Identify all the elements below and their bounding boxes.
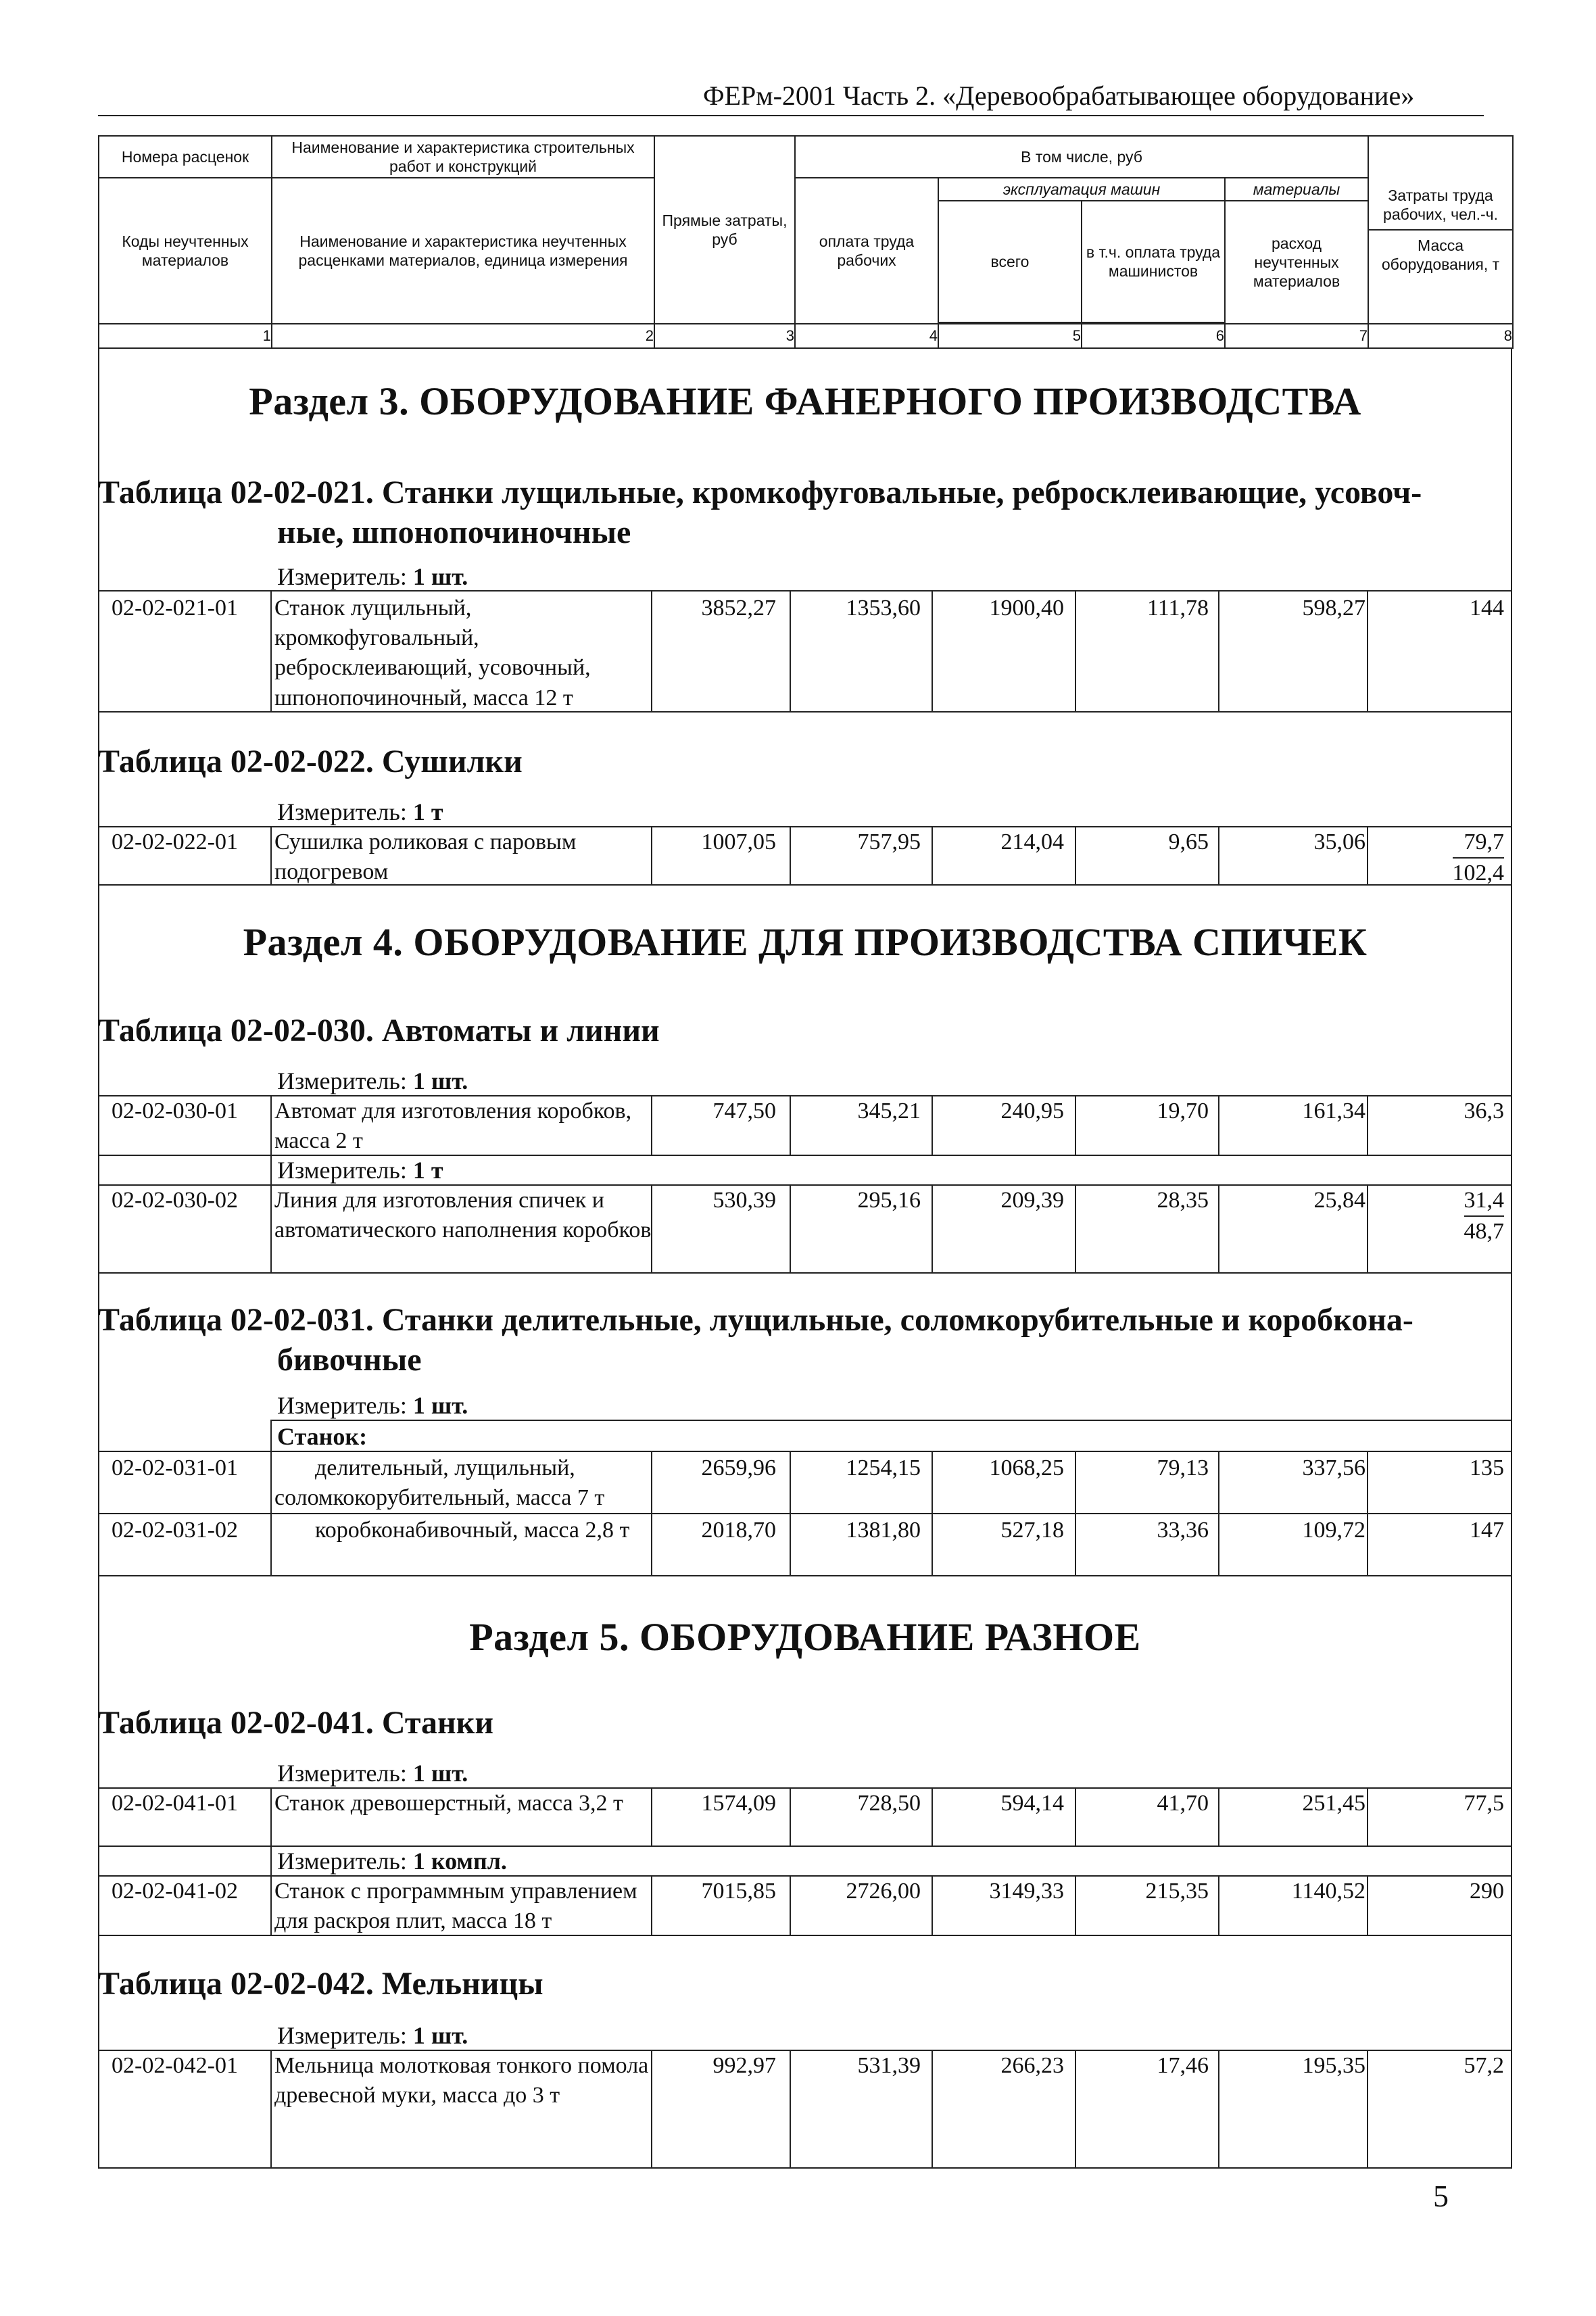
row-rule	[98, 1575, 1512, 1576]
rate-code: 02-02-022-01	[112, 829, 238, 854]
col-rule	[1075, 1184, 1076, 1272]
section-title: Раздел 5. ОБОРУДОВАНИЕ РАЗНОЕ	[469, 1615, 1141, 1659]
row-rule	[98, 1272, 1512, 1274]
col-rule	[270, 1095, 272, 1272]
labor-hours: 147	[1470, 1518, 1504, 1543]
page-number: 5	[1433, 2179, 1449, 2213]
col-rule	[1075, 1787, 1076, 1845]
col-number: 1	[99, 324, 272, 348]
col5-header: всего	[938, 201, 1082, 322]
rate-code: 02-02-031-02	[112, 1518, 238, 1543]
rate-code: 02-02-021-01	[112, 596, 238, 621]
measure-label: Измеритель:	[277, 1157, 407, 1184]
machine-cost: 1068,25	[989, 1455, 1064, 1480]
labor-hours: 290	[1470, 1879, 1504, 1904]
table-title-line2: ные, шпонопочиночные	[277, 514, 631, 550]
labor-hours-mass	[1379, 1186, 1504, 1247]
machine-cost: 527,18	[1000, 1518, 1064, 1543]
rate-code: 02-02-041-01	[112, 1791, 238, 1816]
rate-description: коробконабивочный, масса 2,8 т	[315, 1518, 630, 1543]
labor-hours: 79,7	[1453, 827, 1505, 859]
col2-header-bottom: Наименование и характеристика неучтенных расценками материалов, единица измерения	[272, 178, 654, 324]
measure-label: Измеритель:	[277, 1848, 407, 1875]
labor-cost: 757,95	[857, 829, 921, 854]
machine-cost: 1900,40	[989, 596, 1064, 621]
col-rule	[270, 2050, 272, 2167]
operator-cost: 111,78	[1147, 596, 1209, 621]
rate-code: 02-02-042-01	[112, 2053, 238, 2078]
col-rule	[1075, 826, 1076, 884]
col-number: 3	[654, 324, 795, 348]
col-rule	[1075, 2050, 1076, 2167]
rate-code: 02-02-030-02	[112, 1188, 238, 1213]
col-rule	[1218, 826, 1219, 884]
labor-hours: 144	[1470, 596, 1504, 621]
col-rule	[932, 1451, 933, 1575]
labor-hours: 36,3	[1464, 1099, 1504, 1124]
table-title-line1: Таблица 02-02-031. Станки делительные, лущильные, соломкорубительные и коробкона-	[98, 1302, 1413, 1338]
running-title: ФЕРм-2001 Часть 2. «Деревообрабатывающее оборудование»	[703, 80, 1415, 111]
col-number: 7	[1225, 324, 1368, 348]
measure-value: 1 шт.	[412, 1760, 468, 1787]
col-rule	[270, 1420, 272, 1575]
col-rule	[1218, 1875, 1219, 1935]
rate-description: Станок лущильный, кромкофуговальный, ребросклеивающий, усовочный, шпонопочиночный, масса 12 т	[274, 596, 591, 710]
rate-description: делительный, лущильный, соломкокорубительный, масса 7 т	[274, 1455, 605, 1511]
measure-value: 1 компл.	[412, 1848, 507, 1875]
machine-cost: 214,04	[1000, 829, 1064, 854]
measure-unit	[277, 562, 468, 591]
measure-label: Измеритель:	[277, 798, 407, 825]
col-rule	[932, 590, 933, 711]
col-rule	[932, 826, 933, 884]
col8-header	[1368, 136, 1513, 324]
row-rule	[98, 590, 1512, 592]
col-rule	[1367, 826, 1368, 884]
col-rule	[1218, 1184, 1219, 1272]
equipment-mass: 102,4	[1452, 861, 1504, 886]
operator-cost: 33,36	[1157, 1518, 1209, 1543]
labor-cost: 2726,00	[846, 1879, 921, 1904]
row-rule	[98, 1451, 1512, 1452]
direct-cost: 2018,70	[701, 1518, 776, 1543]
col2-header-top: Наименование и характеристика строительных работ и конструкций	[272, 136, 654, 178]
col-rule	[270, 826, 272, 884]
col-rule	[1367, 1787, 1368, 1845]
machine-cost: 594,14	[1000, 1791, 1064, 1816]
operator-cost: 79,13	[1157, 1455, 1209, 1480]
direct-cost: 1574,09	[701, 1791, 776, 1816]
measure-label: Измеритель:	[277, 563, 407, 590]
rate-description: Автомат для изготовления коробков, масса 2 т	[274, 1099, 632, 1154]
row-rule	[270, 1420, 1512, 1421]
operator-cost: 9,65	[1168, 829, 1209, 854]
measure-unit	[277, 1391, 468, 1420]
table-title: Таблица 02-02-022. Сушилки	[98, 744, 523, 779]
operator-cost: 17,46	[1157, 2053, 1209, 2078]
machine-cost: 209,39	[1000, 1188, 1064, 1213]
material-cost: 251,45	[1302, 1791, 1365, 1816]
measure-label: Измеритель:	[277, 1760, 407, 1787]
col3-header: Прямые затраты, руб	[654, 136, 795, 324]
material-cost: 109,72	[1302, 1518, 1365, 1543]
machine-cost: 240,95	[1000, 1099, 1064, 1124]
col-rule	[1367, 590, 1368, 711]
direct-cost: 747,50	[712, 1099, 776, 1124]
col8-header-bottom: Масса оборудования, т	[1369, 229, 1512, 274]
machine-cost: 266,23	[1000, 2053, 1064, 2078]
rate-description: Мельница молотковая тонкого помола древесной муки, масса до 3 т	[274, 2053, 649, 2108]
direct-cost: 992,97	[712, 2053, 776, 2078]
material-cost: 161,34	[1302, 1099, 1365, 1124]
col-rule	[932, 1875, 933, 1935]
labor-hours: 31,4	[1464, 1186, 1505, 1217]
labor-cost: 345,21	[857, 1099, 921, 1124]
col-rule	[1367, 1095, 1368, 1155]
col-number: 5	[938, 324, 1082, 348]
col-rule	[1218, 1095, 1219, 1155]
labor-cost: 531,39	[857, 2053, 921, 2078]
col-rule	[1218, 590, 1219, 711]
header-rule	[98, 115, 1484, 116]
col-rule	[1218, 1787, 1219, 1845]
table-title: Таблица 02-02-030. Автоматы и линии	[98, 1013, 660, 1048]
labor-cost: 1381,80	[846, 1518, 921, 1543]
material-cost: 25,84	[1313, 1188, 1365, 1213]
col-rule	[1075, 1095, 1076, 1155]
col-number: 6	[1082, 324, 1225, 348]
col1-header-bottom: Коды неучтенных материалов	[99, 178, 272, 324]
operator-cost: 215,35	[1145, 1879, 1209, 1904]
labor-cost: 295,16	[857, 1188, 921, 1213]
material-cost: 337,56	[1302, 1455, 1365, 1480]
measure-value: 1 шт.	[412, 2022, 468, 2049]
col4-header: оплата труда рабочих	[795, 178, 938, 324]
col-rule	[932, 1184, 933, 1272]
col-rule	[1367, 1184, 1368, 1272]
section-title: Раздел 3. ОБОРУДОВАНИЕ ФАНЕРНОГО ПРОИЗВОДСТВА	[249, 379, 1361, 423]
labor-hours-mass	[1379, 827, 1504, 888]
equipment-mass: 48,7	[1464, 1219, 1504, 1245]
col-rule	[270, 590, 272, 711]
operator-cost: 41,70	[1157, 1791, 1209, 1816]
measure-value: 1 т	[412, 798, 443, 825]
col-rule	[1075, 1451, 1076, 1575]
rate-description: Сушилка роликовая с паровым подогревом	[274, 829, 577, 885]
labor-cost: 1254,15	[846, 1455, 921, 1480]
labor-hours: 57,2	[1464, 2053, 1504, 2078]
col-rule	[932, 1095, 933, 1155]
section-title: Раздел 4. ОБОРУДОВАНИЕ ДЛЯ ПРОИЗВОДСТВА СПИЧЕК	[243, 920, 1368, 964]
rate-description: Станок древошерстный, масса 3,2 т	[274, 1791, 623, 1816]
measure-label: Измеритель:	[277, 2022, 407, 2049]
group-header: В том числе, руб	[795, 136, 1368, 178]
material-cost: 35,06	[1313, 829, 1365, 854]
direct-cost: 3852,27	[701, 596, 776, 621]
group-label: Станок:	[277, 1423, 368, 1450]
machines-header: эксплуатация машин	[938, 178, 1225, 201]
measure-value: 1 шт.	[412, 1392, 468, 1419]
table-title	[98, 473, 1422, 552]
rate-code: 02-02-041-02	[112, 1879, 238, 1904]
table-title: Таблица 02-02-041. Станки	[98, 1705, 493, 1741]
col-rule	[1218, 2050, 1219, 2167]
table-title: Таблица 02-02-042. Мельницы	[98, 1966, 543, 2002]
operator-cost: 19,70	[1157, 1099, 1209, 1124]
col-rule	[1367, 1875, 1368, 1935]
rate-description: Станок с программным управлением для раскроя плит, масса 18 т	[274, 1879, 637, 1934]
col6-header: в т.ч. оплата труда машинистов	[1082, 201, 1225, 322]
measure-label: Измеритель:	[277, 1392, 407, 1419]
col-rule	[1218, 1451, 1219, 1575]
machine-cost: 3149,33	[989, 1879, 1064, 1904]
col-rule	[1367, 1451, 1368, 1575]
rate-description: Линия для изготовления спичек и автоматического наполнения коробков	[274, 1188, 652, 1243]
rate-code: 02-02-031-01	[112, 1455, 238, 1480]
labor-hours: 135	[1470, 1455, 1504, 1480]
measure-unit	[277, 1759, 468, 1787]
table-title-line2: бивочные	[277, 1341, 422, 1378]
labor-hours: 77,5	[1464, 1791, 1504, 1816]
measure-unit	[277, 1847, 507, 1875]
measure-unit	[277, 1156, 443, 1184]
col-rule	[270, 1787, 272, 1935]
col-rule	[1367, 2050, 1368, 2167]
direct-cost: 1007,05	[701, 829, 776, 854]
col7-header: расход неучтенных материалов	[1225, 201, 1368, 324]
col-number: 4	[795, 324, 938, 348]
table-title-line1: Таблица 02-02-021. Станки лущильные, кромкофуговальные, ребросклеивающие, усовоч-	[98, 475, 1422, 510]
table-title	[98, 1301, 1413, 1380]
col-rule	[1075, 590, 1076, 711]
materials-header: материалы	[1225, 178, 1368, 201]
column-header-table	[98, 135, 1514, 349]
direct-cost: 7015,85	[701, 1879, 776, 1904]
measure-label: Измеритель:	[277, 1067, 407, 1094]
material-cost: 598,27	[1302, 596, 1365, 621]
rate-code: 02-02-030-01	[112, 1099, 238, 1124]
material-cost: 195,35	[1302, 2053, 1365, 2078]
direct-cost: 2659,96	[701, 1455, 776, 1480]
col-rule	[932, 2050, 933, 2167]
measure-unit	[277, 1067, 468, 1095]
col8-header-top: Затраты труда рабочих, чел.-ч.	[1383, 186, 1499, 224]
col-rule	[932, 1787, 933, 1845]
col-number: 2	[272, 324, 654, 348]
measure-unit	[277, 2021, 468, 2050]
operator-cost: 28,35	[1157, 1188, 1209, 1213]
col-rule	[1075, 1875, 1076, 1935]
labor-cost: 728,50	[857, 1791, 921, 1816]
labor-cost: 1353,60	[846, 596, 921, 621]
col1-header-top: Номера расценок	[99, 136, 272, 178]
measure-value: 1 шт.	[412, 1067, 468, 1094]
material-cost: 1140,52	[1291, 1879, 1365, 1904]
measure-unit	[277, 798, 443, 826]
direct-cost: 530,39	[712, 1188, 776, 1213]
col-number: 8	[1368, 324, 1513, 348]
measure-value: 1 т	[412, 1157, 443, 1184]
measure-value: 1 шт.	[412, 563, 468, 590]
